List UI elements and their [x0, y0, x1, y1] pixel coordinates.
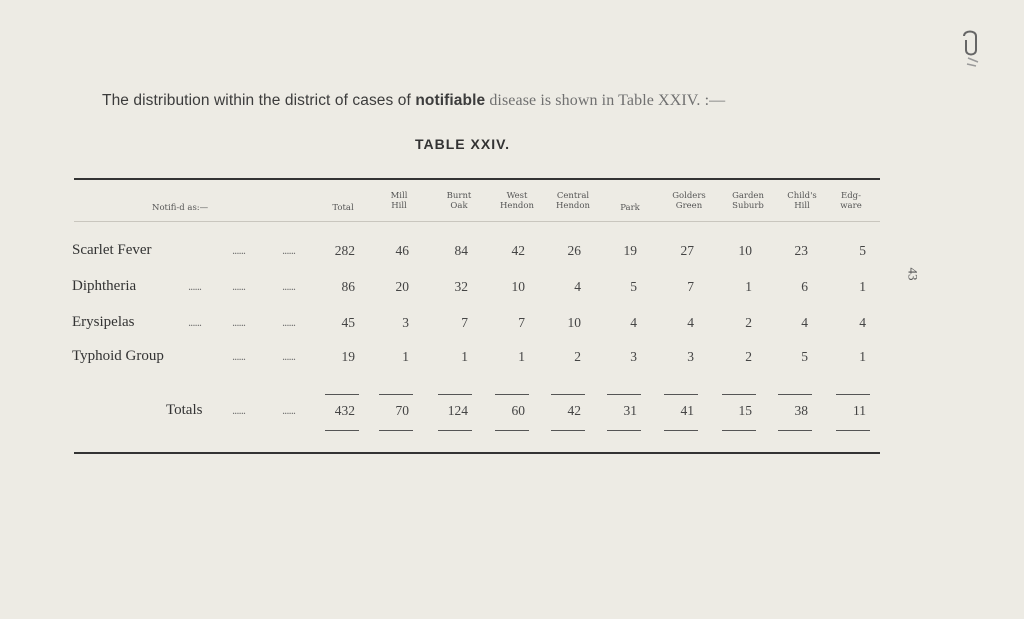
- table-cell: 3: [630, 349, 637, 364]
- table-cell: 7: [518, 315, 525, 330]
- table-cell: 5: [630, 279, 637, 294]
- table-cell: 1: [518, 349, 525, 364]
- table-cell: 1: [859, 349, 866, 364]
- totals-label: Totals: [166, 402, 203, 418]
- leader-dots: ......: [232, 246, 246, 257]
- page-number: 43: [905, 267, 921, 281]
- table-cell: 7: [687, 279, 694, 294]
- total-underline: [325, 394, 359, 395]
- table-cell: 4: [574, 279, 581, 294]
- intro-text-2: disease is shown in Table XXIV. :—: [485, 92, 726, 109]
- table-cell: 10: [567, 315, 581, 330]
- table-cell: 26: [567, 243, 581, 258]
- header-divider: [74, 221, 880, 222]
- leader-dots: ......: [188, 282, 202, 293]
- leader-dots: ......: [282, 246, 296, 257]
- table-cell: 1: [402, 349, 409, 364]
- totals-cell: 124: [447, 403, 468, 418]
- leader-dots: ......: [232, 352, 246, 363]
- table-top-rule: [74, 178, 880, 180]
- table-cell: 6: [801, 279, 808, 294]
- total-underline: [722, 394, 756, 395]
- table-cell: 19: [341, 349, 355, 364]
- row-label: Diphtheria: [72, 278, 137, 294]
- table-cell: 23: [794, 243, 808, 258]
- total-underline: [836, 430, 870, 431]
- row-label: Typhoid Group: [72, 348, 164, 364]
- table-cell: 45: [341, 315, 355, 330]
- table-cell: 282: [334, 243, 355, 258]
- table-cell: 20: [395, 279, 409, 294]
- leader-dots: ......: [282, 282, 296, 293]
- leader-dots: ......: [232, 282, 246, 293]
- total-underline: [778, 394, 812, 395]
- totals-cell: 70: [395, 403, 409, 418]
- totals-cell: 15: [738, 403, 752, 418]
- totals-cell: 60: [511, 403, 525, 418]
- totals-cell: 38: [794, 403, 808, 418]
- table-cell: 10: [511, 279, 525, 294]
- table-cell: 4: [859, 315, 866, 330]
- leader-dots: ......: [232, 406, 246, 417]
- totals-cell: 31: [623, 403, 637, 418]
- leader-dots: ......: [188, 318, 202, 329]
- intro-paragraph: [102, 92, 725, 110]
- column-header: Mill Hill: [390, 191, 408, 211]
- column-header: Total: [332, 203, 354, 213]
- intro-text-bold: notifiable: [415, 92, 486, 109]
- table-cell: 86: [341, 279, 355, 294]
- leader-dots: ......: [232, 318, 246, 329]
- table-cell: 46: [395, 243, 409, 258]
- table-cell: 84: [454, 243, 468, 258]
- table-cell: 3: [402, 315, 409, 330]
- table-cell: 5: [801, 349, 808, 364]
- intro-text-1: The distribution within the district of cases of: [102, 92, 416, 109]
- totals-cell: 41: [680, 403, 694, 418]
- total-underline: [664, 394, 698, 395]
- total-underline: [379, 394, 413, 395]
- total-underline: [438, 430, 472, 431]
- column-header: Burnt Oak: [446, 191, 472, 211]
- table-bottom-rule: [74, 452, 880, 454]
- leader-dots: ......: [282, 318, 296, 329]
- row-label: Erysipelas: [72, 314, 135, 330]
- column-header: Edg- ware: [840, 191, 862, 211]
- table-cell: 2: [745, 349, 752, 364]
- table-cell: 7: [461, 315, 468, 330]
- totals-cell: 42: [567, 403, 581, 418]
- total-underline: [551, 430, 585, 431]
- total-underline: [495, 430, 529, 431]
- table-cell: 1: [745, 279, 752, 294]
- leader-dots: ......: [282, 352, 296, 363]
- column-header: Central Hendon: [556, 191, 590, 211]
- table-cell: 1: [461, 349, 468, 364]
- column-header: Garden Suburb: [732, 191, 764, 211]
- table-cell: 19: [623, 243, 637, 258]
- total-underline: [607, 430, 641, 431]
- row-label: Scarlet Fever: [72, 242, 152, 258]
- column-header: West Hendon: [500, 191, 534, 211]
- totals-cell: 11: [853, 403, 866, 418]
- table-cell: 2: [574, 349, 581, 364]
- total-underline: [438, 394, 472, 395]
- total-underline: [325, 430, 359, 431]
- header-label: Notifi-d as:—: [152, 203, 209, 213]
- leader-dots: ......: [282, 406, 296, 417]
- table-cell: 4: [801, 315, 808, 330]
- total-underline: [495, 394, 529, 395]
- total-underline: [836, 394, 870, 395]
- total-underline: [778, 430, 812, 431]
- table-cell: 10: [738, 243, 752, 258]
- total-underline: [607, 394, 641, 395]
- column-header: Child's Hill: [787, 191, 817, 211]
- table-cell: 27: [680, 243, 694, 258]
- total-underline: [379, 430, 413, 431]
- table-cell: 4: [630, 315, 637, 330]
- paper-clip-mark: [958, 28, 984, 68]
- table-cell: 1: [859, 279, 866, 294]
- totals-cell: 432: [334, 403, 355, 418]
- table-cell: 3: [687, 349, 694, 364]
- column-header: Golders Green: [672, 191, 706, 211]
- total-underline: [551, 394, 585, 395]
- table-title: TABLE XXIV.: [415, 136, 511, 152]
- table-cell: 2: [745, 315, 752, 330]
- total-underline: [664, 430, 698, 431]
- table-cell: 32: [454, 279, 468, 294]
- table-cell: 4: [687, 315, 694, 330]
- table-cell: 5: [859, 243, 866, 258]
- column-header: Park: [620, 203, 640, 213]
- total-underline: [722, 430, 756, 431]
- table-cell: 42: [511, 243, 525, 258]
